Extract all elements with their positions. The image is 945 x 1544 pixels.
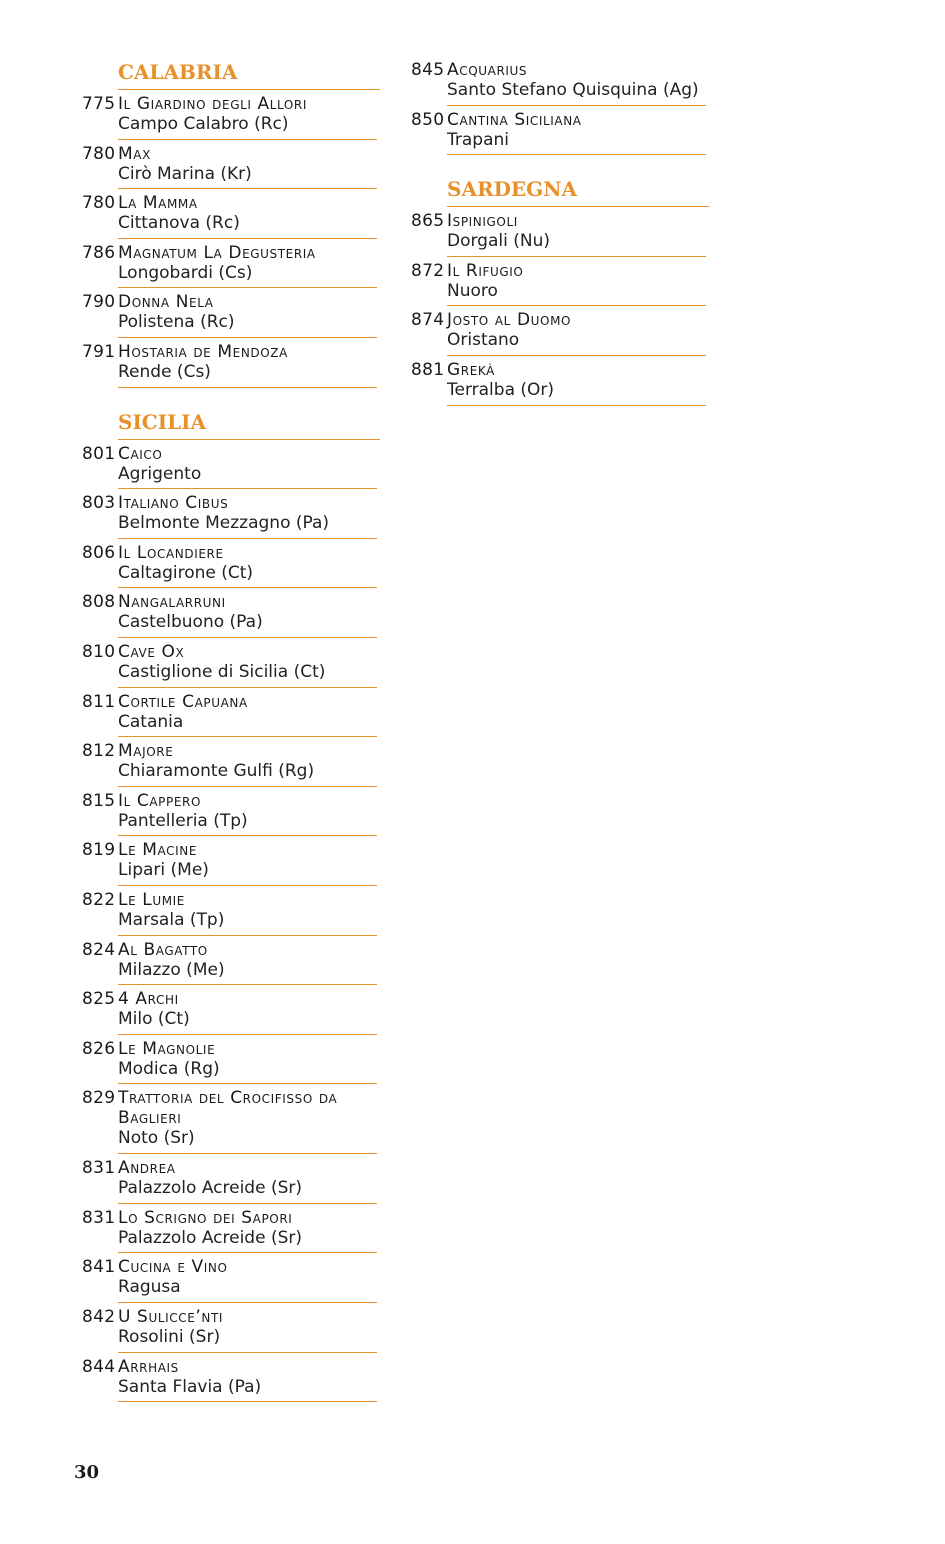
list-item bbox=[82, 288, 380, 338]
restaurant-place: Polistena (Rc) bbox=[118, 312, 235, 333]
restaurant-name: Caico bbox=[118, 443, 163, 464]
region-title-sardegna: SARDEGNA bbox=[447, 173, 709, 207]
entry-number: 790 bbox=[82, 292, 116, 313]
list-item bbox=[82, 1204, 380, 1254]
entry-number: 824 bbox=[82, 939, 116, 960]
restaurant-name: Donna Nela bbox=[118, 292, 214, 313]
restaurant-place: Oristano bbox=[447, 330, 520, 351]
entry-number: 825 bbox=[82, 989, 116, 1010]
right-column bbox=[411, 56, 709, 406]
entry-number: 865 bbox=[411, 211, 445, 232]
restaurant-name: Grekà bbox=[447, 359, 495, 380]
list-item bbox=[82, 638, 380, 688]
list-item bbox=[82, 1154, 380, 1204]
restaurant-name: Italiano Cibus bbox=[118, 493, 229, 514]
restaurant-place: Milo (Ct) bbox=[118, 1009, 190, 1030]
restaurant-place: Modica (Rg) bbox=[118, 1058, 220, 1079]
restaurant-name: Le Magnolie bbox=[118, 1038, 216, 1059]
list-item bbox=[82, 489, 380, 539]
list-item bbox=[82, 936, 380, 986]
list-item bbox=[82, 985, 380, 1035]
restaurant-name: Max bbox=[118, 143, 151, 164]
entry-number: 786 bbox=[82, 242, 116, 263]
list-item bbox=[82, 688, 380, 738]
entry-number: 811 bbox=[82, 691, 116, 712]
restaurant-name: 4 Archi bbox=[118, 989, 179, 1010]
entry-number: 822 bbox=[82, 889, 116, 910]
list-item bbox=[82, 140, 380, 190]
list-item bbox=[82, 189, 380, 239]
list-item bbox=[82, 1084, 380, 1154]
entry-number: 826 bbox=[82, 1038, 116, 1059]
restaurant-name: Nangalarruni bbox=[118, 592, 226, 613]
restaurant-name: Il Giardino degli Allori bbox=[118, 94, 308, 114]
restaurant-name: Josto al Duomo bbox=[447, 310, 572, 331]
restaurant-place: Palazzolo Acreide (Sr) bbox=[118, 1178, 302, 1199]
restaurant-name: Hostaria de Mendoza bbox=[118, 341, 288, 362]
restaurant-name: Le Lumie bbox=[118, 889, 185, 910]
entry-number: 872 bbox=[411, 260, 445, 281]
restaurant-name: Cortile Capuana bbox=[118, 691, 248, 712]
restaurant-place: Ragusa bbox=[118, 1277, 181, 1298]
restaurant-place: Lipari (Me) bbox=[118, 860, 209, 881]
entry-number: 819 bbox=[82, 840, 116, 861]
restaurant-place: Agrigento bbox=[118, 463, 202, 484]
restaurant-place: Chiaramonte Gulfi (Rg) bbox=[118, 761, 315, 782]
restaurant-place: Palazzolo Acreide (Sr) bbox=[118, 1227, 302, 1248]
restaurant-place: Castiglione di Sicilia (Ct) bbox=[118, 661, 326, 682]
entry-number: 844 bbox=[82, 1356, 116, 1377]
restaurant-name: Acquarius bbox=[447, 60, 528, 80]
restaurant-place: Cirò Marina (Kr) bbox=[118, 163, 252, 184]
restaurant-place: Rende (Cs) bbox=[118, 361, 211, 382]
list-item bbox=[411, 106, 709, 156]
list-item bbox=[82, 440, 380, 490]
restaurant-place: Rosolini (Sr) bbox=[118, 1327, 221, 1348]
restaurant-place: Dorgali (Nu) bbox=[447, 231, 550, 252]
restaurant-name: Cantina Siciliana bbox=[447, 109, 582, 130]
restaurant-place: Longobardi (Cs) bbox=[118, 262, 253, 283]
list-item bbox=[82, 737, 380, 787]
entry-number: 810 bbox=[82, 641, 116, 662]
list-item bbox=[82, 588, 380, 638]
list-item bbox=[82, 338, 380, 388]
list-item bbox=[82, 836, 380, 886]
restaurant-place: Cittanova (Rc) bbox=[118, 213, 240, 234]
entry-number: 850 bbox=[411, 109, 445, 130]
list-item bbox=[411, 207, 709, 257]
restaurant-name: Il Cappero bbox=[118, 790, 202, 811]
restaurant-place: Santa Flavia (Pa) bbox=[118, 1376, 262, 1397]
list-item bbox=[82, 886, 380, 936]
list-item bbox=[82, 539, 380, 589]
restaurant-place: Marsala (Tp) bbox=[118, 909, 225, 930]
entry-number: 845 bbox=[411, 60, 445, 80]
list-item bbox=[82, 787, 380, 837]
restaurant-name: Cucina e Vino bbox=[118, 1257, 228, 1278]
list-item bbox=[411, 356, 709, 406]
list-item bbox=[411, 56, 709, 106]
list-item bbox=[82, 1035, 380, 1085]
restaurant-name: Al Bagatto bbox=[118, 939, 208, 960]
entry-number: 831 bbox=[82, 1207, 116, 1228]
entry-number: 806 bbox=[82, 542, 116, 563]
entry-number: 803 bbox=[82, 493, 116, 514]
restaurant-place: Santo Stefano Quisquina (Ag) bbox=[447, 80, 699, 100]
restaurant-name: Arrhais bbox=[118, 1356, 179, 1377]
restaurant-name: Ispinigoli bbox=[447, 211, 518, 232]
list-item bbox=[82, 1303, 380, 1353]
restaurant-place: Nuoro bbox=[447, 280, 498, 301]
restaurant-name: Lo Scrigno dei Sapori bbox=[118, 1207, 293, 1228]
restaurant-name: La Mamma bbox=[118, 193, 198, 214]
restaurant-place: Castelbuono (Pa) bbox=[118, 612, 263, 633]
restaurant-name: Trattoria del Crocifisso da Baglieri bbox=[118, 1088, 338, 1129]
restaurant-name: Il Locandiere bbox=[118, 542, 224, 563]
entry-number: 791 bbox=[82, 341, 116, 362]
restaurant-name: Magnatum La Degusteria bbox=[118, 242, 316, 263]
list-item bbox=[411, 306, 709, 356]
restaurant-place: Pantelleria (Tp) bbox=[118, 810, 248, 831]
list-item bbox=[82, 1353, 380, 1403]
restaurant-place: Belmonte Mezzagno (Pa) bbox=[118, 513, 330, 534]
restaurant-name: U Sulicce’nti bbox=[118, 1307, 224, 1328]
region-title-sicilia: SICILIA bbox=[118, 406, 380, 440]
left-column bbox=[82, 56, 380, 1402]
restaurant-place: Caltagirone (Ct) bbox=[118, 562, 254, 583]
entry-number: 780 bbox=[82, 193, 116, 214]
entry-number: 881 bbox=[411, 359, 445, 380]
entry-number: 829 bbox=[82, 1088, 116, 1109]
restaurant-name: Andrea bbox=[118, 1158, 176, 1179]
entry-number: 780 bbox=[82, 143, 116, 164]
restaurant-name: Il Rifugio bbox=[447, 260, 524, 281]
entry-number: 808 bbox=[82, 592, 116, 613]
list-item bbox=[82, 90, 380, 140]
entry-number: 831 bbox=[82, 1158, 116, 1179]
region-title-calabria: CALABRIA bbox=[118, 56, 380, 90]
restaurant-place: Milazzo (Me) bbox=[118, 959, 225, 980]
restaurant-place: Catania bbox=[118, 711, 184, 732]
page-number: 30 bbox=[74, 1462, 100, 1483]
entry-number: 815 bbox=[82, 790, 116, 811]
restaurant-place: Terralba (Or) bbox=[447, 379, 555, 400]
restaurant-place: Trapani bbox=[447, 129, 509, 150]
restaurant-place: Campo Calabro (Rc) bbox=[118, 114, 289, 134]
entry-number: 775 bbox=[82, 94, 116, 114]
entry-number: 801 bbox=[82, 443, 116, 464]
entry-number: 841 bbox=[82, 1257, 116, 1278]
entry-number: 874 bbox=[411, 310, 445, 331]
restaurant-name: Majore bbox=[118, 741, 174, 762]
entry-number: 842 bbox=[82, 1307, 116, 1328]
list-item bbox=[82, 1253, 380, 1303]
restaurant-place: Noto (Sr) bbox=[118, 1128, 195, 1149]
entry-number: 812 bbox=[82, 741, 116, 762]
list-item bbox=[411, 257, 709, 307]
list-item bbox=[82, 239, 380, 289]
restaurant-name: Le Macine bbox=[118, 840, 197, 861]
restaurant-name: Cave Ox bbox=[118, 641, 185, 662]
